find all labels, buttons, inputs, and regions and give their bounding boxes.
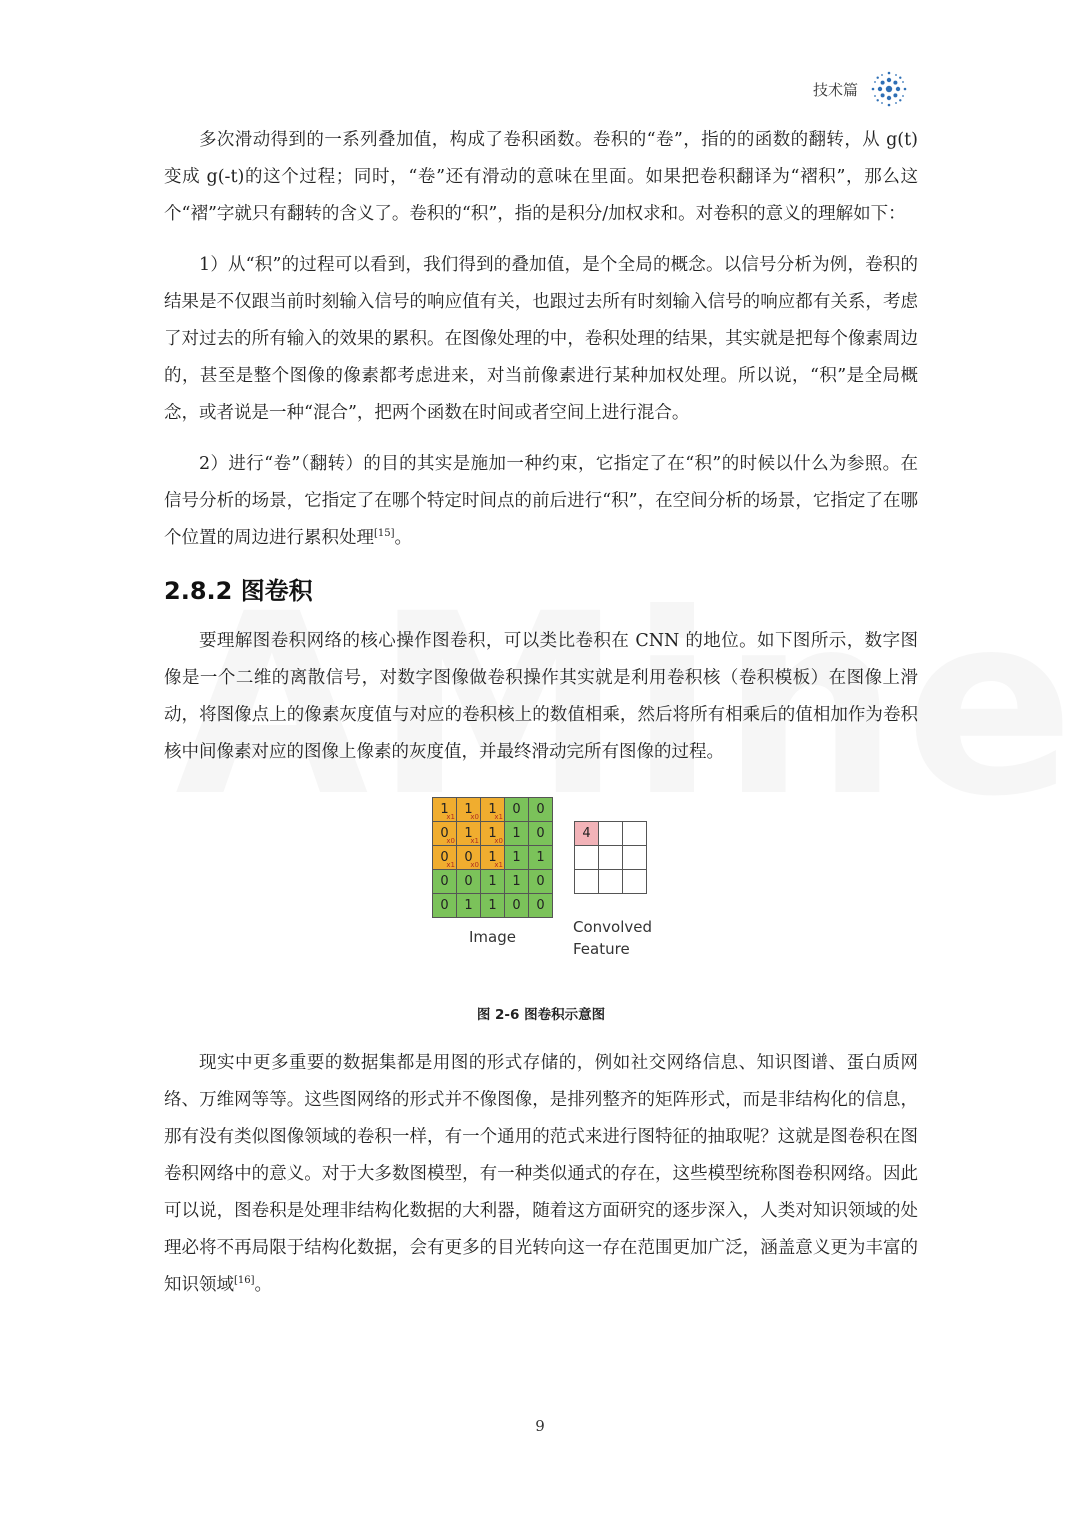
- feature-cell: 4: [575, 822, 599, 846]
- convolved-feature-grid: [574, 821, 647, 894]
- page-number: 9: [535, 1417, 545, 1435]
- image-cell: 1 x0: [481, 822, 505, 846]
- feature-cell: [599, 822, 623, 846]
- image-cell: 0: [529, 822, 553, 846]
- paragraph-point-1: 1）从“积”的过程可以看到，我们得到的叠加值，是个全局的概念。以信号分析为例，卷积的结果是不仅跟当前时刻输入信号的响应值有关，也跟过去所有时刻输入信号的响应都有关系，考虑了对过去的所有输入的效果的累积。在图像处理的中，卷积处理的结果，其实就是把每个像素周边的，甚至是整个图像的像素都考虑进来，对当前像素进行某种加权处理。所以说，“积”是全局概念，或者说是一种“混合”，把两个函数在时间或者空间上进行混合。: [164, 255, 918, 423]
- image-cell: 0: [529, 894, 553, 918]
- feature-cell: [575, 870, 599, 894]
- image-cell: 1: [481, 870, 505, 894]
- feature-cell: [623, 846, 647, 870]
- image-grid: [432, 797, 553, 918]
- image-cell: 0: [505, 798, 529, 822]
- kernel-weight: x0: [470, 861, 479, 869]
- image-cell: 1: [505, 846, 529, 870]
- feature-cell: [575, 846, 599, 870]
- page-body: [164, 122, 918, 1318]
- header-section-label: 技术篇: [812, 80, 858, 99]
- image-cell: 0 x0: [457, 846, 481, 870]
- image-cell: 0: [433, 870, 457, 894]
- image-cell: 1: [505, 822, 529, 846]
- kernel-weight: x1: [494, 861, 503, 869]
- image-cell: 1 x1: [433, 798, 457, 822]
- paragraph-graph-data-significance: 现实中更多重要的数据集都是用图的形式存储的，例如社交网络信息、知识图谱、蛋白质网络、万维网等等。这些图网络的形式并不像图像，是排列整齐的矩阵形式，而是非结构化的信息，那有没有类似图像领域的卷积一样，有一个通用的范式来进行图特征的抽取呢？这就是图卷积在图卷积网络中的意义。对于大多数图模型，有一种类似通式的存在，这些模型统称图卷积网络。因此可以说，图卷积是处理非结构化数据的大利器，随着这方面研究的逐步深入，人类对知识领域的处理必将不再局限于结构化数据，会有更多的目光转向这一存在范围更加广泛，涵盖意义更为丰富的知识领域[16]。: [164, 1053, 918, 1295]
- convolved-feature-label: Convolved Feature: [573, 918, 653, 958]
- image-cell: 1 x1: [481, 846, 505, 870]
- kernel-weight: x1: [470, 837, 479, 845]
- convolution-figure: [164, 785, 918, 1003]
- kernel-weight: x1: [494, 813, 503, 821]
- citation-16: [16]: [234, 1275, 255, 1287]
- section-heading: 2.8.2 图卷积: [164, 577, 313, 605]
- kernel-weight: x0: [494, 837, 503, 845]
- image-cell: 0: [529, 870, 553, 894]
- image-cell: 1 x1: [481, 798, 505, 822]
- feature-cell: [623, 822, 647, 846]
- image-cell: 0 x0: [433, 822, 457, 846]
- aminer-dots-logo-icon: [870, 70, 908, 108]
- feature-cell: [599, 870, 623, 894]
- feature-cell: [623, 870, 647, 894]
- image-cell: 1: [481, 894, 505, 918]
- image-cell: 0: [529, 798, 553, 822]
- page-header: [813, 70, 908, 108]
- kernel-weight: x0: [470, 813, 479, 821]
- image-cell: 1: [457, 894, 481, 918]
- image-cell: 1 x0: [457, 798, 481, 822]
- image-cell: 1: [505, 870, 529, 894]
- paragraph-graph-convolution-intro: 要理解图卷积网络的核心操作图卷积，可以类比卷积在 CNN 的地位。如下图所示，数字图像是一个二维的离散信号，对数字图像做卷积操作其实就是利用卷积核（卷积模板）在图像上滑动，将图像点上的像素灰度值与对应的卷积核上的数值相乘，然后将所有相乘后的值相加作为卷积核中间像素对应的图像上像素的灰度值，并最终滑动完所有图像的过程。: [164, 631, 918, 762]
- image-label: Image: [469, 928, 516, 946]
- kernel-weight: x1: [446, 813, 455, 821]
- image-cell: 0: [457, 870, 481, 894]
- image-cell: 0: [505, 894, 529, 918]
- kernel-weight: x1: [446, 861, 455, 869]
- image-cell: 0 x1: [433, 846, 457, 870]
- paragraph-point-2: 2）进行“卷”（翻转）的目的其实是施加一种约束，它指定了在“积”的时候以什么为参照。在信号分析的场景，它指定了在哪个特定时间点的前后进行“积”，在空间分析的场景，它指定了在哪个位置的周边进行累积处理[15]。: [164, 454, 918, 548]
- figure-caption: 图 2-6 图卷积示意图: [476, 1007, 606, 1023]
- kernel-weight: x0: [446, 837, 455, 845]
- paragraph-convolution-definition: 多次滑动得到的一系列叠加值，构成了卷积函数。卷积的“卷”，指的的函数的翻转，从 g(t)变成 g(-t)的这个过程；同时，“卷”还有滑动的意味在里面。如果把卷积翻译为“褶积”，那么这个“褶”字就只有翻转的含义了。卷积的“积”，指的是积分/加权求和。对卷积的意义的理解如下：: [164, 130, 918, 224]
- image-cell: 1: [529, 846, 553, 870]
- feature-cell: [599, 846, 623, 870]
- citation-15: [15]: [374, 528, 395, 540]
- image-cell: 0: [433, 894, 457, 918]
- image-cell: 1 x1: [457, 822, 481, 846]
